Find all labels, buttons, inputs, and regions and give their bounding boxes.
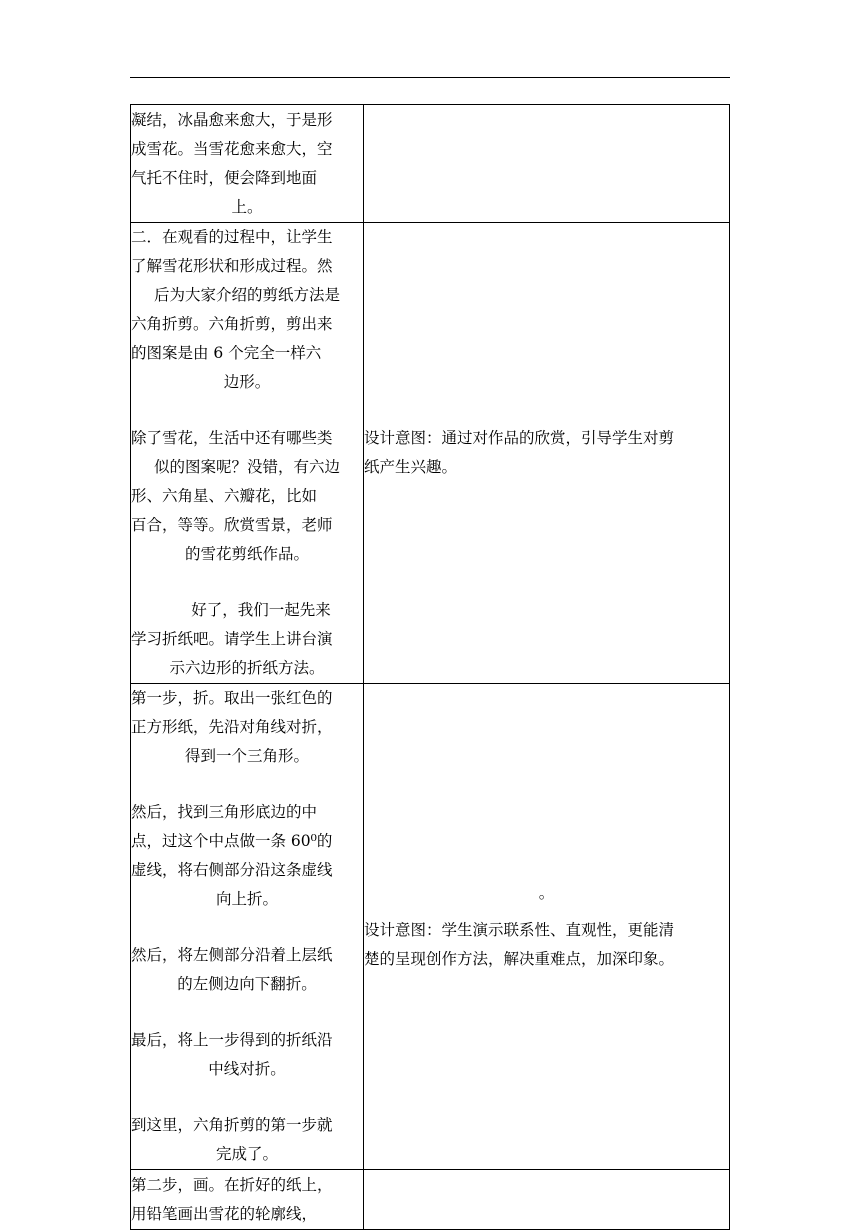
text-line: 示六边形的折纸方法。 (169, 659, 325, 677)
text-line: 得到一个三角形。 (184, 747, 309, 765)
design-intent-text: 设计意图：通过对作品的欣赏，引导学生对剪 (364, 429, 675, 447)
text-line: 然后，找到三角形底边的中 (131, 803, 318, 821)
text-line: 用铅笔画出雪花的轮廓线， (131, 1205, 318, 1223)
text-line: 最后，将上一步得到的折纸沿 (131, 1031, 333, 1049)
table-row (131, 105, 730, 223)
text-line: 第一步，折。取出一张红色的 (131, 689, 333, 707)
activity-cell (131, 1170, 364, 1230)
text-line: 似的图案呢？没错，有六边 (153, 458, 340, 476)
text-line: 的左侧边向下翻折。 (177, 975, 317, 993)
text-line: 凝结，冰晶愈来愈大，于是形 (131, 111, 333, 129)
text-line: 气托不住时，便会降到地面 (131, 169, 318, 187)
intent-cell (364, 1170, 730, 1230)
table-row (131, 223, 730, 684)
text-line: 成雪花。当雪花愈来愈大，空 (131, 140, 333, 158)
activity-cell (131, 684, 364, 1170)
activity-cell (131, 105, 364, 223)
text-line: 中线对折。 (208, 1060, 286, 1078)
text-line: 边形。 (223, 373, 271, 391)
design-intent-text: 楚的呈现创作方法，解决重难点，加深印象。 (364, 950, 675, 968)
header-rule (130, 77, 730, 78)
text-line: 形、六角星、六瓣花，比如 (131, 487, 318, 505)
text-line: 完成了。 (215, 1145, 278, 1163)
text-line: 后为大家介绍的剪纸方法是 (153, 286, 340, 304)
text-line: 学习折纸吧。请学生上讲台演 (131, 630, 333, 648)
text-line: 正方形纸，先沿对角线对折， (131, 718, 333, 736)
text-line: 百合，等等。欣赏雪景，老师 (131, 516, 333, 534)
intent-cell (364, 684, 730, 1170)
period-mark: 。 (538, 884, 555, 902)
design-intent-text: 纸产生兴趣。 (364, 458, 458, 476)
text-line: 二．在观看的过程中，让学生 (131, 228, 333, 246)
text-line: 的雪花剪纸作品。 (184, 545, 309, 563)
activity-cell (131, 223, 364, 684)
text-line: 除了雪花，生活中还有哪些类 (131, 429, 333, 447)
table-row (131, 684, 730, 1170)
text-line: 向上折。 (215, 890, 278, 908)
text-line: 六角折剪。六角折剪，剪出来 (131, 315, 333, 333)
text-line: 了解雪花形状和形成过程。然 (131, 257, 333, 275)
text-line: 的图案是由 6 个完全一样六 (131, 344, 322, 362)
intent-cell (364, 105, 730, 223)
text-line: 第二步，画。在折好的纸上， (131, 1176, 333, 1194)
design-intent-text: 设计意图：学生演示联系性、直观性，更能清 (364, 921, 675, 939)
text-line: 好了，我们一起先来 (191, 601, 331, 619)
text-line: 点，过这个中点做一条 60⁰的 (131, 832, 333, 850)
lesson-plan-table (130, 104, 730, 1230)
intent-cell (364, 223, 730, 684)
text-line: 然后，将左侧部分沿着上层纸 (131, 946, 333, 964)
text-line: 虚线，将右侧部分沿这条虚线 (131, 861, 333, 879)
table-row (131, 1170, 730, 1230)
text-line: 上。 (231, 198, 263, 216)
text-line: 到这里，六角折剪的第一步就 (131, 1116, 333, 1134)
